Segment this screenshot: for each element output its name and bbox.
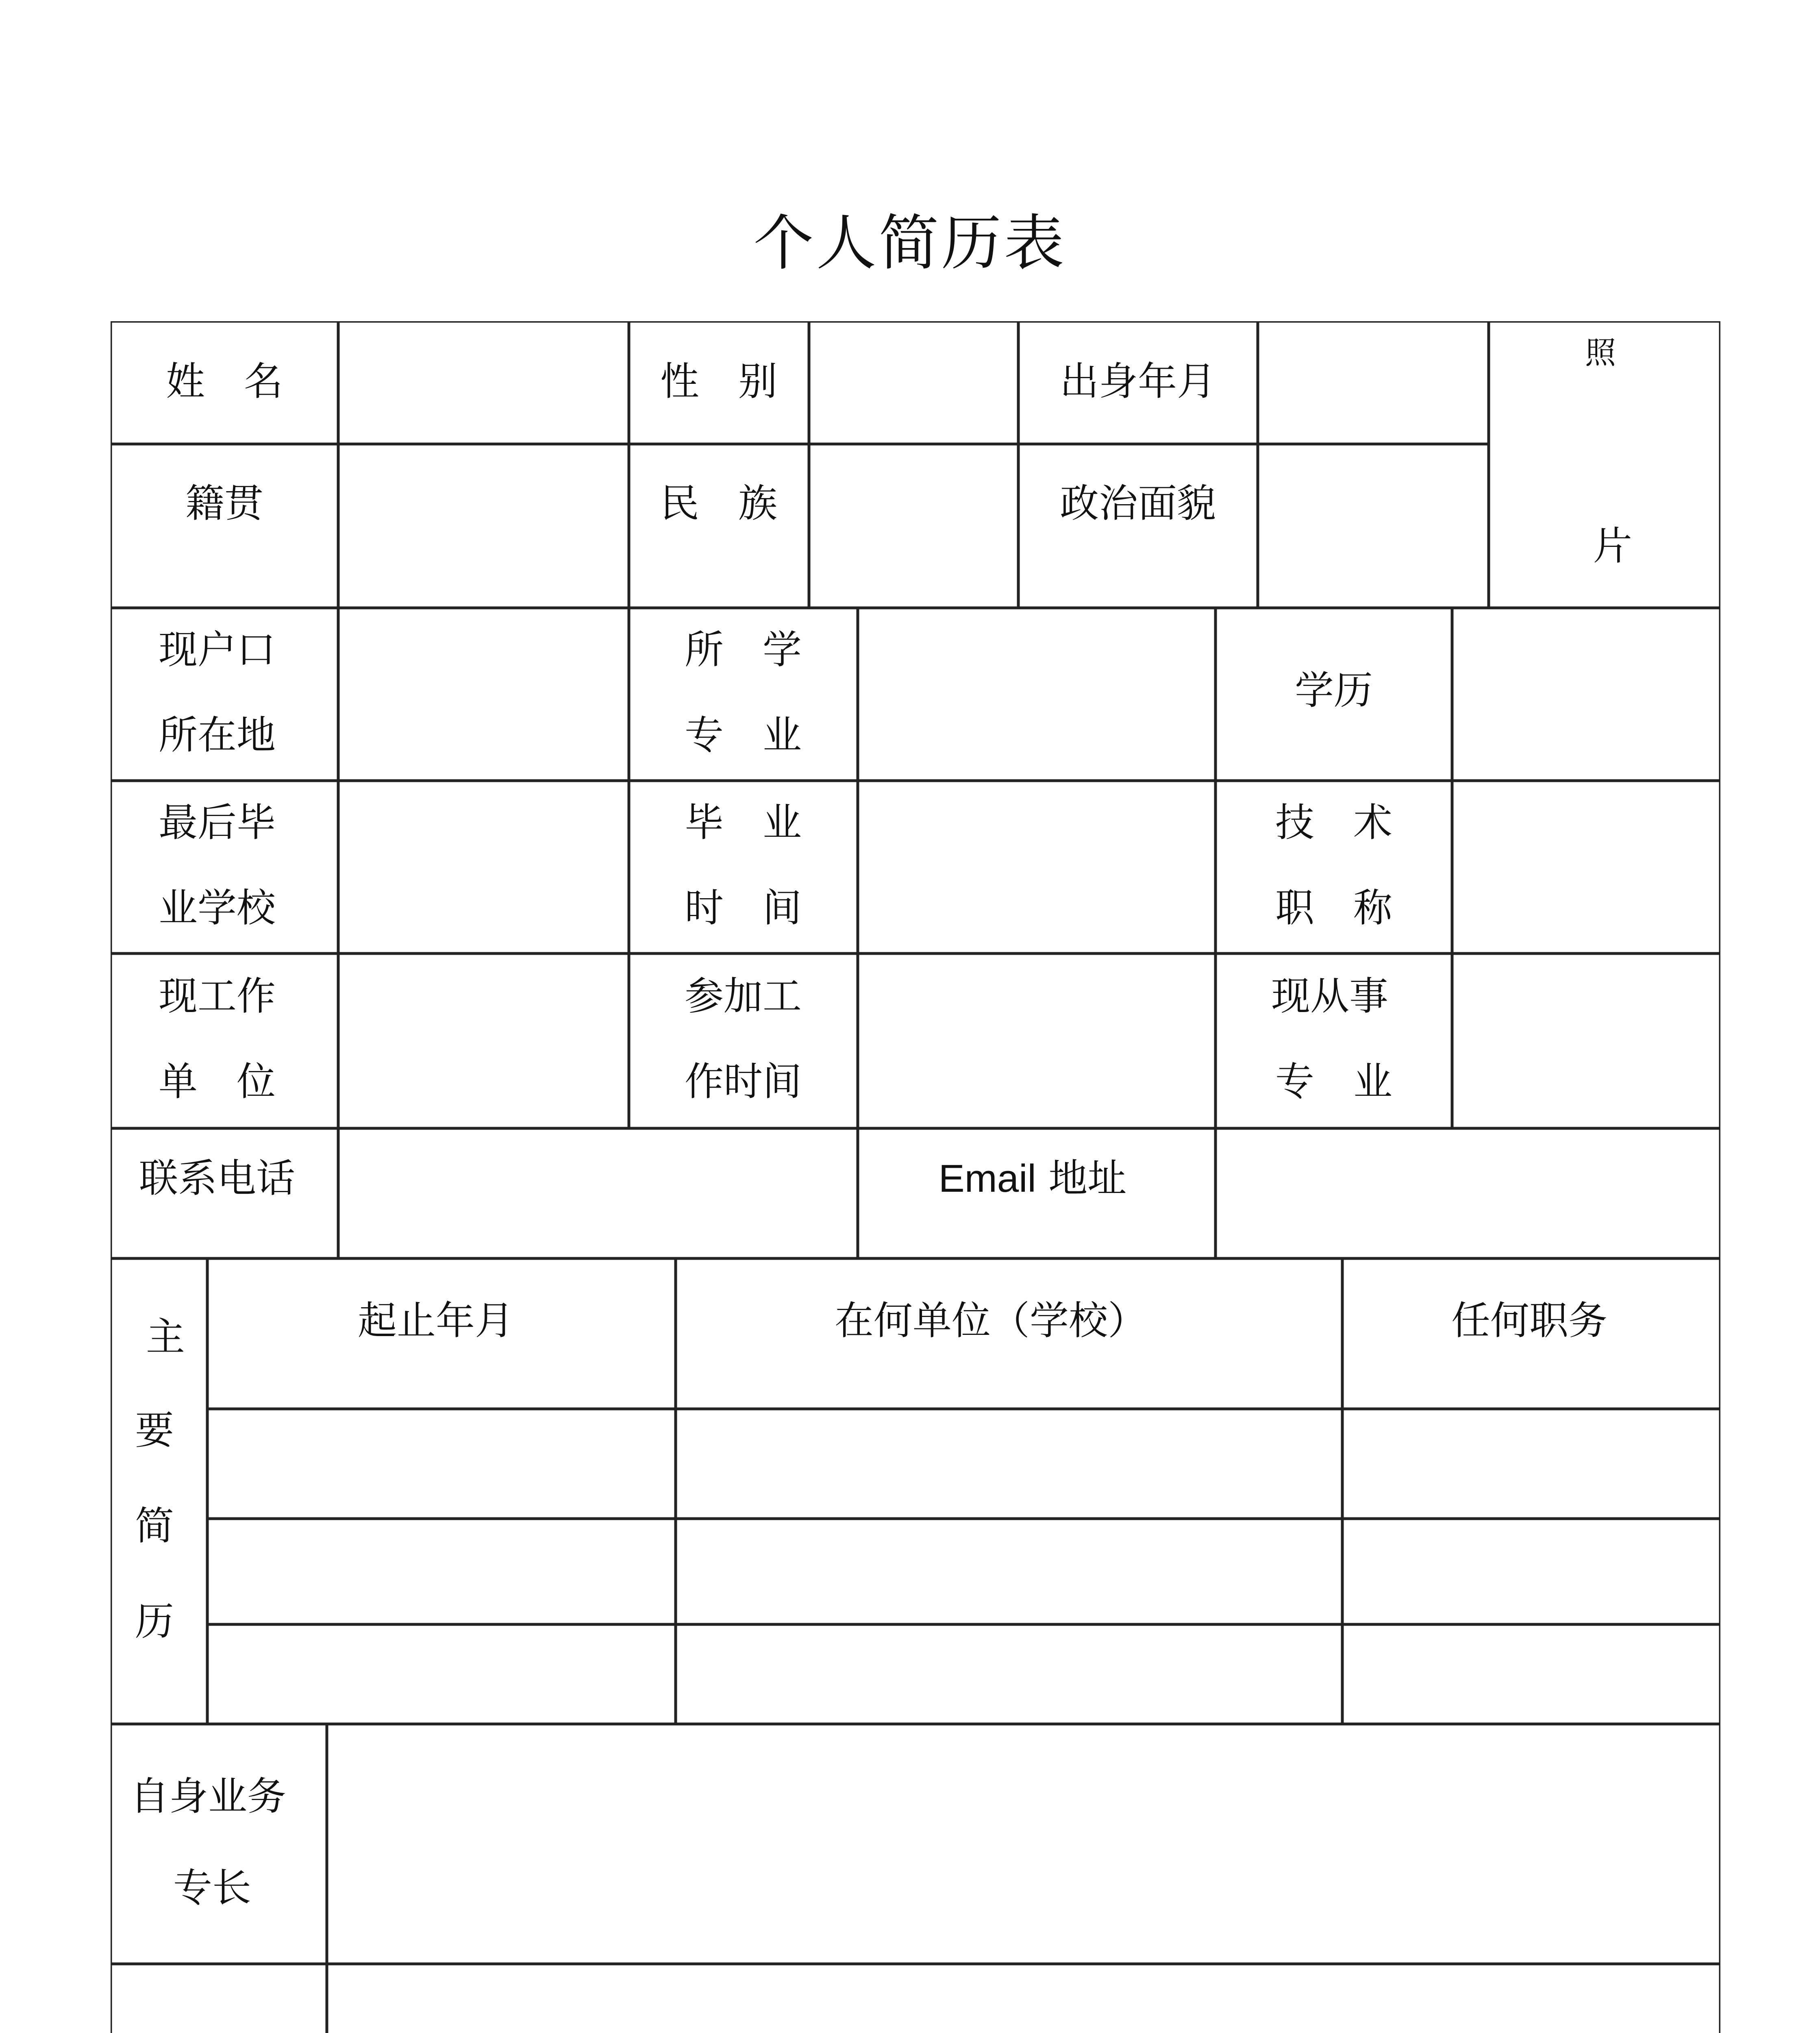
label-photo-top: 照 [1585,335,1616,371]
label-skills-1: 自身业务 [130,1774,286,1819]
gradtime-field[interactable] [858,781,1216,953]
label-gradtime-2: 时 间 [685,885,802,931]
resume-row-3-unit[interactable] [676,1624,1342,1724]
name-field[interactable] [338,321,629,444]
label-political-status: 政治面貌 [1060,481,1216,526]
gender-field[interactable] [809,321,1018,444]
major-field[interactable] [858,608,1216,781]
label-current-major-1: 现从事 [1271,973,1388,1019]
label-hukou-1: 现户口 [159,627,276,673]
school-field[interactable] [338,781,629,953]
label-employer-1: 现工作 [159,973,276,1019]
label-tech-title-1: 技 术 [1275,800,1392,845]
resume-row-2-position[interactable] [1342,1519,1720,1624]
label-phone: 联系电话 [139,1156,295,1201]
native-place-field[interactable] [338,444,629,608]
resume-row-2-period[interactable] [207,1519,676,1624]
label-worktime-2: 作时间 [685,1059,802,1104]
label-birth: 出身年月 [1060,359,1216,404]
label-ethnicity: 民 族 [660,481,777,526]
label-tech-title-2: 职 称 [1275,885,1392,931]
label-resume-char-4: 历 [135,1599,174,1644]
label-gradtime-1: 毕 业 [685,800,802,845]
label-education: 学历 [1295,668,1373,713]
education-field[interactable] [1452,608,1720,781]
employer-field[interactable] [338,953,629,1128]
label-major-2: 专 业 [685,712,802,758]
resume-row-3-position[interactable] [1342,1624,1720,1724]
hukou-field[interactable] [338,608,629,781]
label-name: 姓 名 [166,359,283,404]
ethnicity-field[interactable] [809,444,1018,608]
skills-field[interactable] [327,1724,1720,1964]
current-major-field[interactable] [1452,953,1720,1128]
label-hukou-2: 所在地 [159,712,276,758]
resume-row-1-period[interactable] [207,1409,676,1519]
label-school-2: 业学校 [159,885,276,931]
resume-form [111,321,1720,2033]
col-header-unit: 在何单位（学校） [835,1298,1147,1343]
label-resume-char-3: 简 [135,1503,174,1549]
label-gender: 性 别 [660,359,777,404]
label-email-en: Email [938,1157,1036,1200]
resume-row-1-unit[interactable] [676,1409,1342,1519]
resume-row-3-period[interactable] [207,1624,676,1724]
birth-field[interactable] [1258,321,1489,444]
label-email [938,1156,1127,1201]
phone-field[interactable] [338,1128,858,1258]
photo-area[interactable] [1489,321,1720,608]
label-photo-bottom: 片 [1593,523,1632,569]
label-resume-char-2: 要 [135,1408,174,1453]
political-status-field[interactable] [1258,444,1489,608]
label-email-cn: 地址 [1048,1156,1127,1201]
email-field[interactable] [1216,1128,1720,1258]
label-worktime-1: 参加工 [685,973,802,1019]
col-header-period: 起止年月 [358,1298,514,1343]
tech-title-field[interactable] [1452,781,1720,953]
worktime-field[interactable] [858,953,1216,1128]
label-current-major-2: 专 业 [1275,1059,1392,1104]
self-eval-field[interactable] [327,1964,1720,2033]
label-school-1: 最后毕 [159,800,276,845]
label-employer-2: 单 位 [159,1059,276,1104]
label-skills-2: 专长 [173,1865,251,1911]
col-header-position: 任何职务 [1451,1298,1607,1343]
label-resume-char-1: 主 [146,1314,185,1360]
resume-row-1-position[interactable] [1342,1409,1720,1519]
label-native-place: 籍贯 [185,481,263,526]
page-title: 个人简历表 [753,208,1067,278]
resume-row-2-unit[interactable] [676,1519,1342,1624]
label-major-1: 所 学 [685,627,802,673]
